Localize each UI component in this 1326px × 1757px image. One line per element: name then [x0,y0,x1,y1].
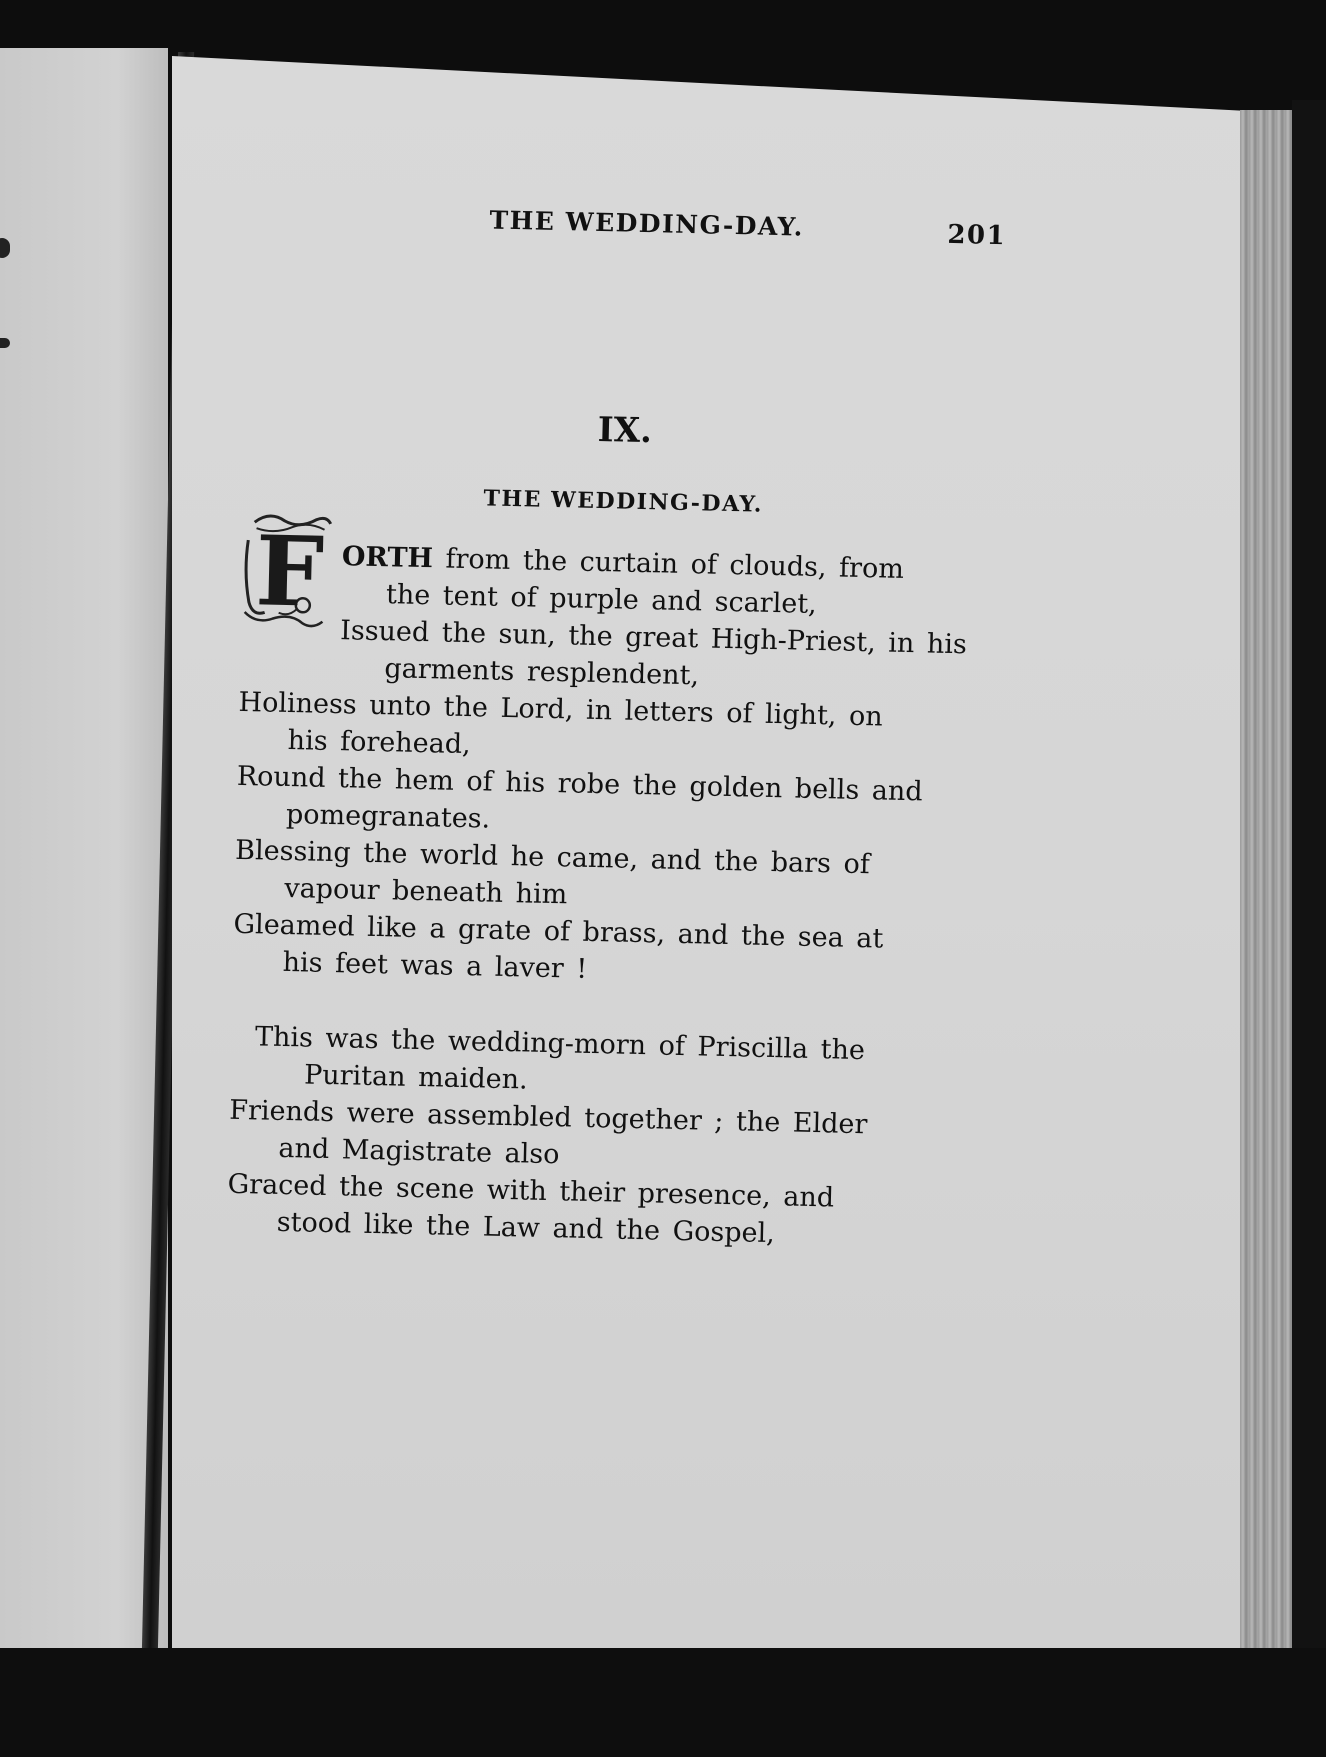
bottom-margin-shadow [0,1648,1326,1757]
left-page [0,48,168,1648]
page-edge-shadow [1292,100,1326,1700]
chapter-title: THE WEDDING-DAY. [483,485,764,518]
verse-line: Holiness unto the Lord, in letters of light, on his forehead, [238,686,884,761]
verse-line: Gleamed like a grate of brass, and the sea at his feet was a laver ! [233,908,884,985]
page-edges [1240,110,1300,1670]
verse-line-continuation: the tent of purple and scarlet, [385,579,818,620]
verse-line: Blessing the world he came, and the bars of vapour beneath him [234,834,871,911]
drop-cap-letter: F [254,514,326,629]
running-head-title: THE WEDDING-DAY. [489,205,805,242]
verse-line: Graced the scene with their presence, and stood like the Law and the Gospel, [227,1168,835,1250]
opening-word: ORTH [341,541,434,575]
verse-line: This was the wedding-morn of Priscilla the Puritan maiden. [254,1021,866,1096]
decorated-initial [242,512,337,630]
verse-line-part: from the curtain of clouds, from [432,543,905,585]
chapter-number: IX. [597,409,653,452]
left-page-glyph-fragment [0,338,10,348]
page-number: 201 [947,219,1007,252]
page-content [226,200,1009,1257]
left-page-glyph-fragment [0,238,10,258]
verse-line: Issued the sun, the great High-Priest, in his garments resplendent, [339,615,968,692]
verse-line: Friends were assembled together ; the Elder and Magistrate also [228,1094,868,1171]
stanza-2 [226,1018,991,1257]
stanza-1 [232,514,1002,997]
verse-line: Round the hem of his robe the golden bells and pomegranates. [236,760,923,835]
